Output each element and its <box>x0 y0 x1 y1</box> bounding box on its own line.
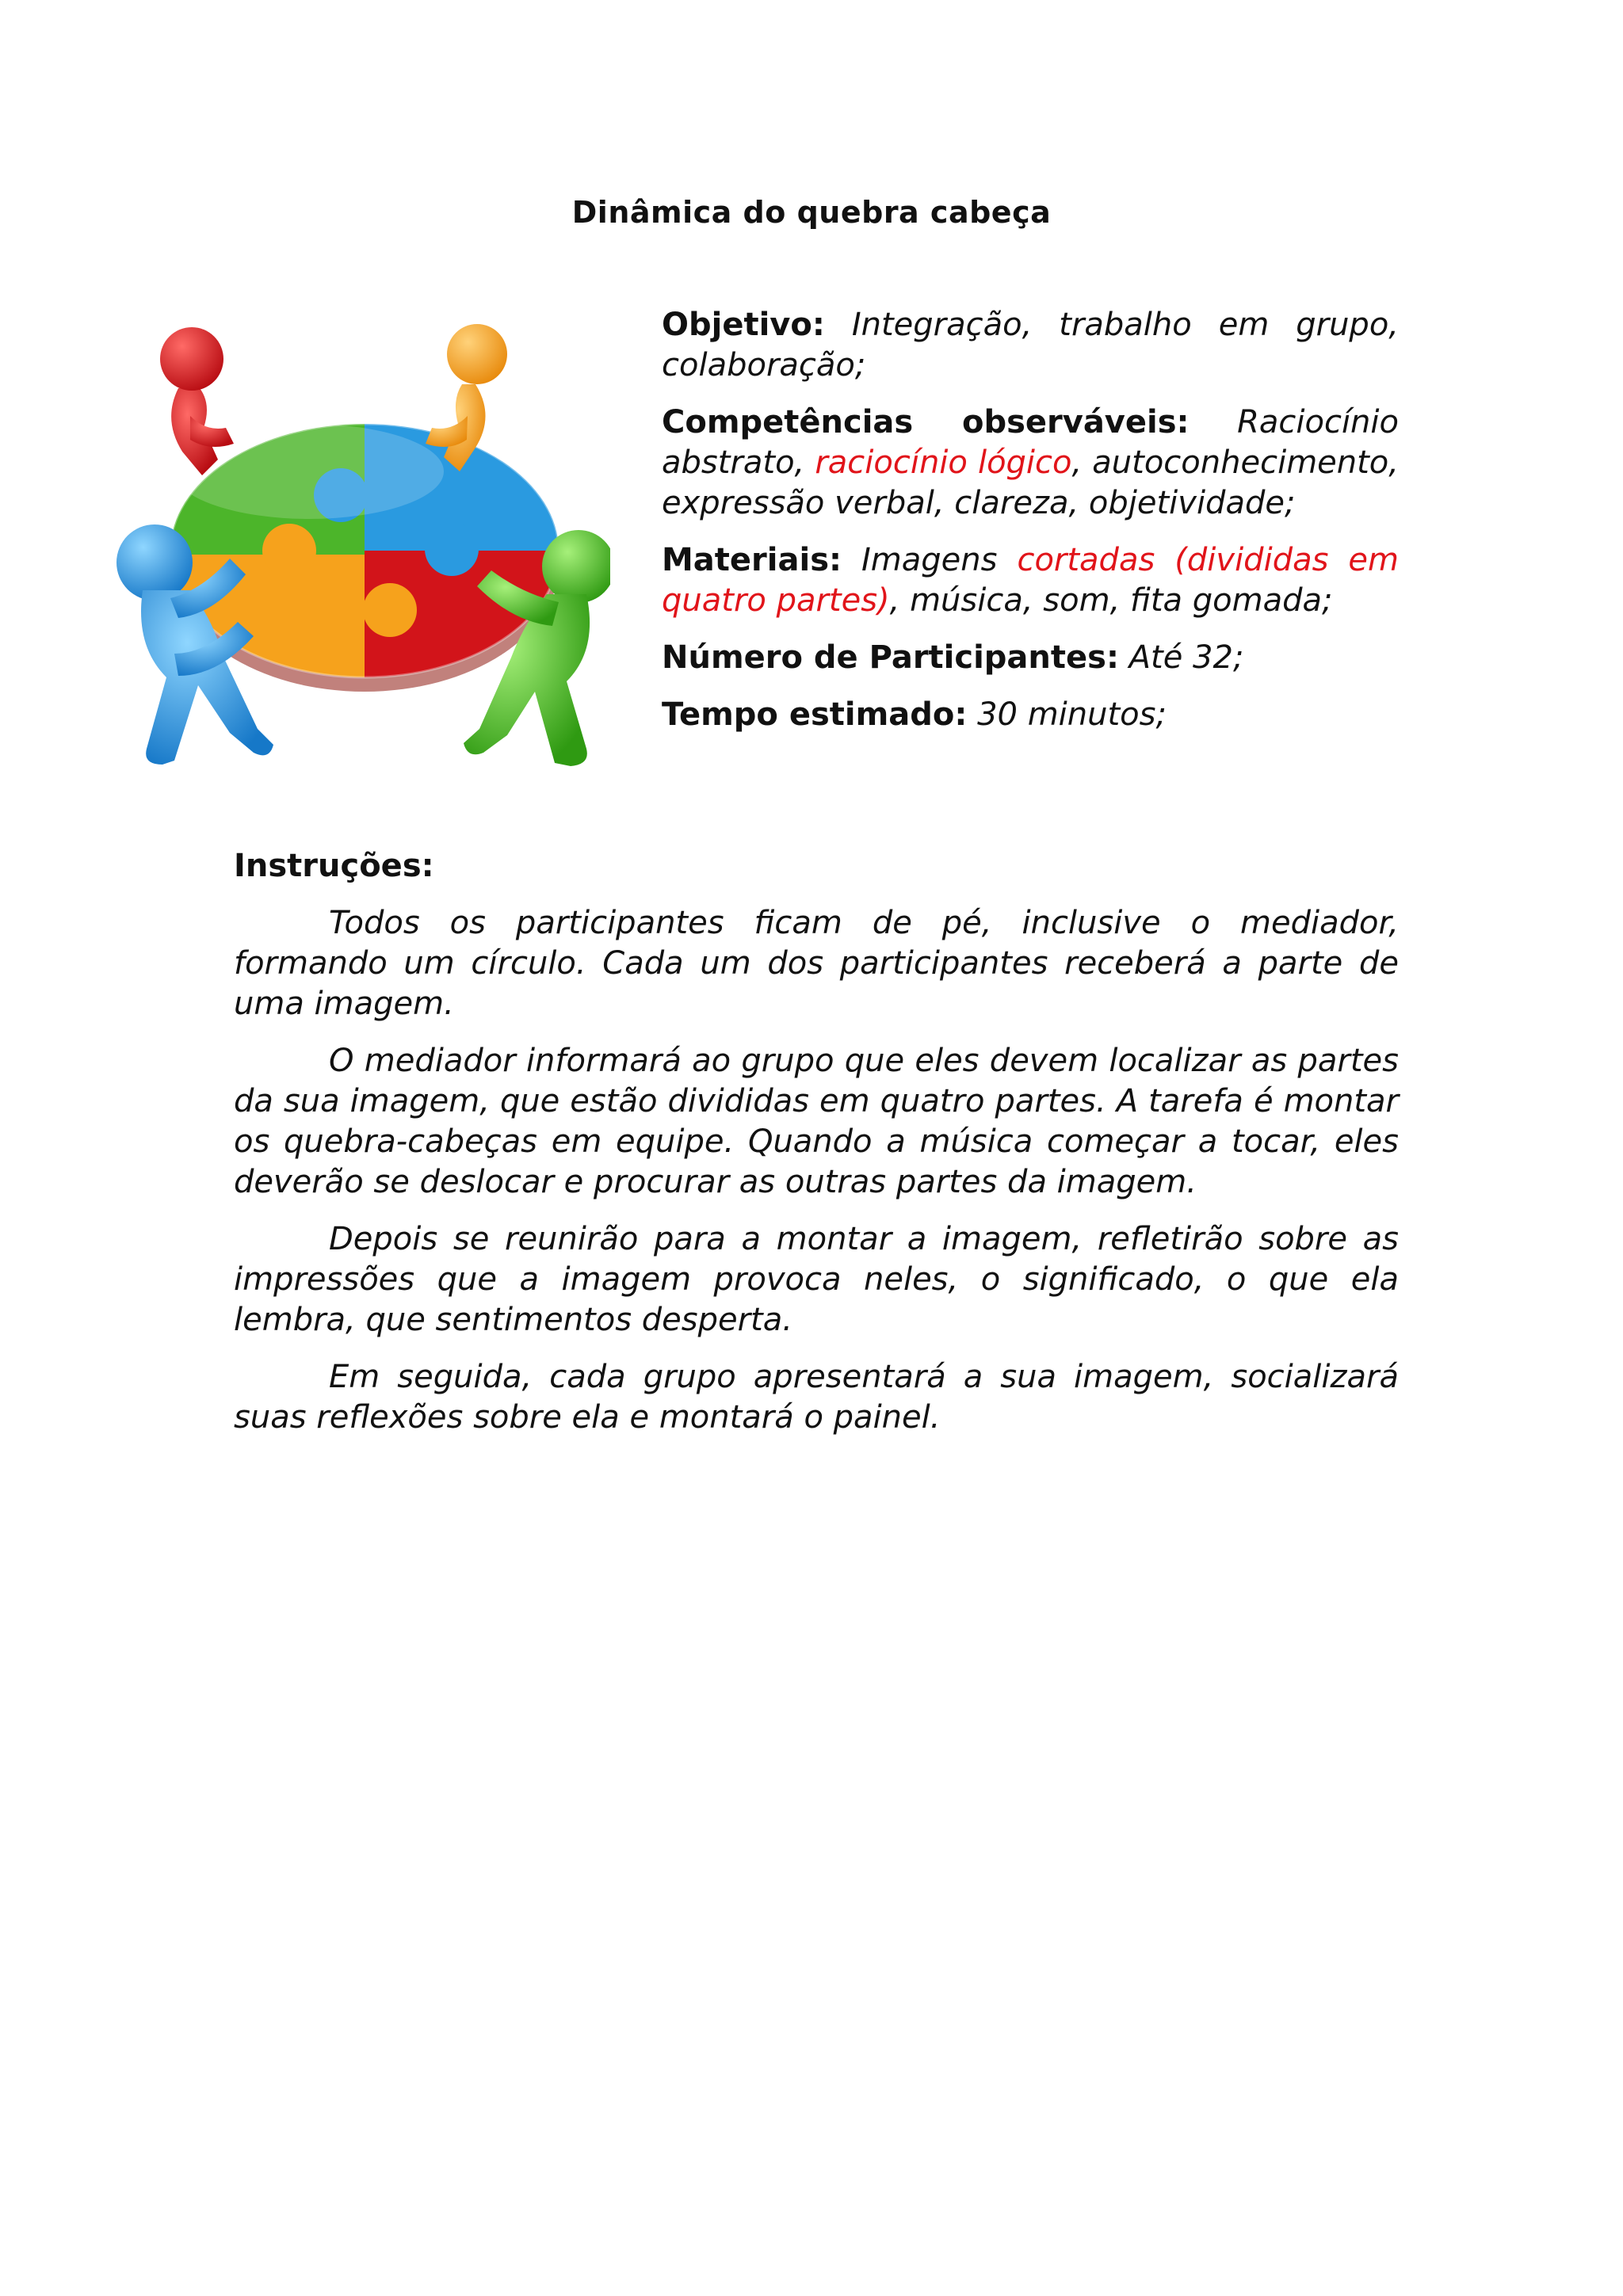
competencias-value-highlight: raciocínio lógico <box>815 444 1072 481</box>
tempo-value: 30 minutos; <box>977 696 1167 733</box>
competencias-value-rest: , autoconhecimento, expressão verbal, clareza, objetividade; <box>662 444 1399 521</box>
red-figure <box>160 327 234 475</box>
instruction-paragraph: O mediador informará ao grupo que eles devem localizar as partes da sua imagem, que estão divididas em quatro partes. A tarefa é montar os quebra-cabeças em equipe. Quando a música começar a tocar, eles deverão se deslocar e procurar as outras partes da imagem. <box>234 1043 1399 1200</box>
puzzle-team-illustration <box>103 313 610 804</box>
tempo-label: Tempo estimado: <box>662 696 968 733</box>
page-title: Dinâmica do quebra cabeça <box>571 195 1052 230</box>
instructions-heading: Instruções: <box>234 848 434 884</box>
instruction-paragraph: Em seguida, cada grupo apresentará a sua imagem, socializará suas reflexões sobre ela e montará o painel. <box>234 1359 1399 1436</box>
instruction-paragraph: Todos os participantes ficam de pé, inclusive o mediador, formando um círculo. Cada um dos participantes receberá a parte de uma imagem. <box>234 905 1399 1022</box>
activity-info <box>662 305 1399 752</box>
puzzle-team-icon <box>103 313 610 804</box>
participantes-label: Número de Participantes: <box>662 639 1119 676</box>
participantes-value: Até 32; <box>1128 639 1244 676</box>
materiais-value: Imagens <box>861 542 1018 578</box>
materiais-line <box>662 540 1399 621</box>
competencias-label: Competências observáveis: <box>662 404 1190 441</box>
materiais-label: Materiais: <box>662 542 842 578</box>
competencias-value: Raciocínio abstrato, <box>662 404 1399 481</box>
materiais-value-highlight: cortadas (divididas em quatro partes) <box>662 542 1399 619</box>
tempo-line <box>662 695 1399 735</box>
instruction-paragraph: Depois se reunirão para a montar a imagem, refletirão sobre as impressões que a imagem provoca neles, o significado, o que ela lembra, que sentimentos desperta. <box>234 1221 1399 1338</box>
objetivo-line <box>662 305 1399 386</box>
objetivo-value: Integração, trabalho em grupo, colaboração; <box>662 307 1399 383</box>
objetivo-label: Objetivo: <box>662 307 825 343</box>
competencias-line <box>662 402 1399 524</box>
participantes-line <box>662 638 1399 678</box>
materiais-value-rest: , música, som, fita gomada; <box>889 582 1333 619</box>
instructions-body <box>234 903 1399 1455</box>
